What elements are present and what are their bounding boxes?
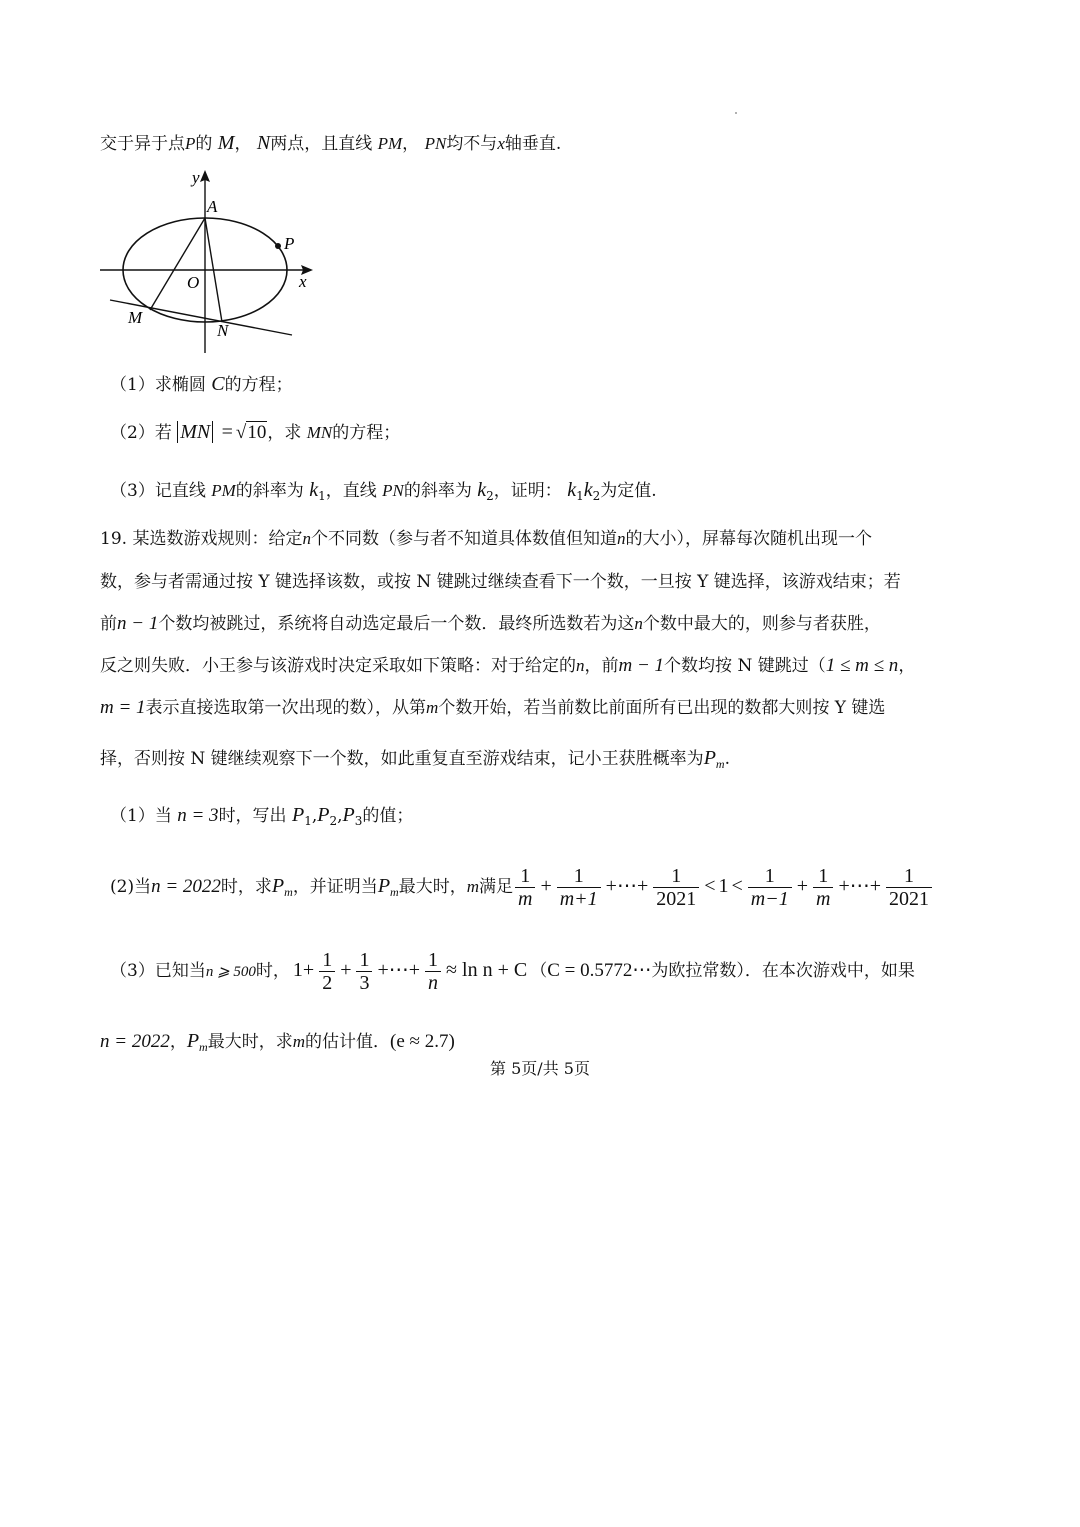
part-label: （1） xyxy=(110,375,155,395)
text: 择，否则按 N 键继续观察下一个数，如此重复直至游戏结束，记小王获胜概率为 xyxy=(100,749,704,769)
text: 为欧拉常数）．在本次游戏中，如果 xyxy=(651,961,915,981)
q19-part3 xyxy=(110,946,915,996)
text: 均不与 xyxy=(446,134,498,154)
var-P: P xyxy=(185,134,196,153)
subscript: 2 xyxy=(486,489,494,503)
var-n: n xyxy=(634,614,643,633)
expr-n-minus-1: n − 1 xyxy=(117,613,159,634)
text: 两点，且直线 xyxy=(270,134,373,154)
subscript-m: m xyxy=(715,757,725,771)
q19-line1 xyxy=(100,526,872,552)
text: 的大小），屏幕每次随机出现一个 xyxy=(625,529,872,549)
var-PM: PM xyxy=(211,481,236,500)
part-label: （2） xyxy=(110,423,155,443)
var-k: k xyxy=(477,479,487,501)
text: 交于异于点 xyxy=(100,134,185,154)
var-n: n xyxy=(302,529,311,548)
var-P: P xyxy=(703,747,716,769)
q18-part2: （2）若 MN = √10，求 MN的方程； xyxy=(110,421,401,443)
var-m: m xyxy=(292,1032,305,1051)
text: 的方程； xyxy=(224,375,293,395)
text: 反之则失败．小王参与该游戏时决定采取如下策略：对于给定的 xyxy=(100,656,576,676)
fraction: $\frac{1}{3}$ xyxy=(356,949,372,994)
expr-inequality: 1 ≤ m ≤ n xyxy=(825,655,899,676)
subscript: 1 xyxy=(576,489,584,503)
label-P: P xyxy=(284,234,295,253)
plus: + xyxy=(540,875,552,897)
q19-line3 xyxy=(100,611,881,637)
label-O: O xyxy=(187,273,200,292)
part-label: （1） xyxy=(110,806,155,826)
label-x: x xyxy=(299,272,307,291)
text: 的估计值． xyxy=(305,1032,390,1052)
expr-n-equals-2022: n = 2022 xyxy=(100,1031,170,1052)
var-k: k xyxy=(309,479,319,501)
var-P: P xyxy=(317,804,330,826)
ellipsis-sum: +⋯+ xyxy=(838,875,882,897)
fraction: $\frac{1}{2021}$ xyxy=(653,865,699,910)
text: 轴垂直. xyxy=(504,134,562,154)
plus: + xyxy=(340,959,352,981)
var-PN: PN xyxy=(382,481,404,500)
fraction: $\frac{1}{m}$ xyxy=(515,865,535,910)
text: 为定值. xyxy=(600,481,657,501)
text: . xyxy=(724,749,730,769)
text: 满足 xyxy=(478,877,513,897)
sqrt-10: 10 xyxy=(247,422,267,443)
less-than: < xyxy=(704,875,716,897)
expr-m-equals-1: m = 1 xyxy=(100,697,146,718)
expr-m-minus-1: m − 1 xyxy=(618,655,665,676)
ellipse-figure xyxy=(95,165,325,360)
var-MN: MN xyxy=(306,423,333,442)
var-m: m xyxy=(426,698,439,717)
text: （ xyxy=(530,961,548,981)
q19-line4 xyxy=(100,653,915,679)
text: 时，求 xyxy=(220,877,272,897)
subscript: 3 xyxy=(354,814,363,828)
text: 最大时，求 xyxy=(207,1032,293,1052)
text: 时，写出 xyxy=(218,806,287,826)
text: 的 xyxy=(195,134,213,154)
text: 个数均按 N 键跳过（ xyxy=(664,656,826,676)
equals: = xyxy=(221,421,233,443)
ellipsis-sum: +⋯+ xyxy=(605,875,649,897)
point-P xyxy=(275,243,281,249)
var-P: P xyxy=(291,804,305,826)
text: ，直线 xyxy=(325,481,377,501)
q19-part3-cont xyxy=(100,1028,455,1055)
var-P: P xyxy=(377,875,391,897)
fraction: $\frac{1}{2}$ xyxy=(319,949,335,994)
fraction: $\frac{1}{m}$ xyxy=(813,865,833,910)
less-than: < xyxy=(731,875,743,897)
text: 的斜率为 xyxy=(235,481,304,501)
var-M: M xyxy=(217,132,235,154)
expr-n-equals-3: n = 3 xyxy=(177,805,219,826)
text: 19. 某选数游戏规则：给定 xyxy=(100,529,303,549)
subscript: 2 xyxy=(329,814,338,828)
q19-line2 xyxy=(100,569,901,595)
text: 表示直接选取第一次出现的数），从第 xyxy=(145,698,427,718)
text: 求椭圆 xyxy=(154,375,206,395)
var-C: C xyxy=(211,373,225,395)
subscript: 2 xyxy=(592,489,601,503)
q19-part1: （1）当 n = 3时，写出 $P_1,P_2,P_3$的值； xyxy=(110,804,414,828)
text: ，求 xyxy=(267,423,302,443)
one-plus: 1+ xyxy=(292,959,315,981)
label-M: M xyxy=(128,308,143,327)
var-m: m xyxy=(466,877,479,896)
text: 记直线 xyxy=(154,481,206,501)
abs-MN: MN xyxy=(177,421,213,443)
text: 若 xyxy=(154,423,172,443)
q18-part3 xyxy=(110,477,657,504)
text: 个数均被跳过，系统将自动选定最后一个数．最终所选数若为这 xyxy=(158,614,635,634)
var-n: n xyxy=(576,656,585,675)
text: 当 xyxy=(134,877,152,897)
euler-constant: C = 0.5772⋯ xyxy=(547,960,652,981)
plus: + xyxy=(796,875,809,897)
text: ， xyxy=(402,134,420,154)
part-label: （3） xyxy=(110,481,155,501)
label-y: y xyxy=(192,168,200,187)
var-n: n xyxy=(616,529,626,548)
expr-n-equals-2022: n = 2022 xyxy=(151,876,221,897)
text: 当 xyxy=(154,806,172,826)
text: ，并证明当 xyxy=(292,877,378,897)
label-A: A xyxy=(207,197,218,216)
q19-line6 xyxy=(100,745,730,772)
text: ， xyxy=(898,656,916,676)
text: ， xyxy=(234,134,252,154)
var-P: P xyxy=(186,1030,200,1052)
text: 的方程； xyxy=(332,423,401,443)
text: 前 xyxy=(100,614,117,634)
part-label: （3） xyxy=(110,961,155,981)
var-x: x xyxy=(497,134,505,153)
fraction: $\frac{1}{n}$ xyxy=(425,949,441,994)
text: 最大时， xyxy=(398,877,467,897)
var-N: N xyxy=(256,132,271,154)
text: ，前 xyxy=(584,656,619,676)
subscript-m: m xyxy=(199,1040,208,1054)
var-PM: PM xyxy=(377,134,403,153)
page-footer: 第 5页/共 5页 xyxy=(490,1059,590,1078)
stray-dot xyxy=(735,112,737,114)
expr-n-ge-500: n ⩾ 500 xyxy=(205,964,256,980)
one: 1 xyxy=(718,875,729,897)
subscript: 1 xyxy=(304,814,312,828)
var-P: P xyxy=(271,875,285,897)
text: 个数开始，若当前数比前面所有已出现的数都大则按 Y 键选 xyxy=(438,698,886,718)
subscript: 1 xyxy=(318,489,326,503)
subscript-m: m xyxy=(390,885,399,899)
var-k: k xyxy=(583,479,593,501)
q18-part1 xyxy=(110,371,293,398)
q19-part2 xyxy=(110,862,934,911)
text: ， xyxy=(169,1032,187,1052)
part-label: (2) xyxy=(110,877,135,897)
text: 个不同数（参与者不知道具体数值但知道 xyxy=(310,529,617,549)
var-P: P xyxy=(342,804,355,826)
text: 的斜率为 xyxy=(403,481,472,501)
line-AM xyxy=(150,218,205,310)
label-N: N xyxy=(217,321,229,340)
text: 的值； xyxy=(362,806,414,826)
approx-ln: ≈ ln n + C xyxy=(446,959,528,981)
text: 个数中最大的，则参与者获胜， xyxy=(642,614,881,634)
text: 已知当 xyxy=(154,961,206,981)
intro-line xyxy=(100,130,561,157)
text: 数，参与者需通过按 Y 键选择该数，或按 N 键跳过继续查看下一个数，一旦按 Y 键选择，该游戏结束；若 xyxy=(100,572,901,592)
ellipsis-sum: +⋯+ xyxy=(377,959,421,981)
subscript-m: m xyxy=(284,885,293,899)
q19-line5 xyxy=(100,695,885,721)
var-PN: PN xyxy=(424,134,447,153)
text: ，证明： xyxy=(493,481,562,501)
fraction: $\frac{1}{2021}$ xyxy=(886,865,932,910)
fraction: $\frac{1}{m+1}$ xyxy=(557,865,601,910)
text: 时， xyxy=(255,961,290,981)
e-approx: (e ≈ 2.7) xyxy=(390,1031,455,1052)
var-k: k xyxy=(567,479,577,501)
fraction: $\frac{1}{m-1}$ xyxy=(748,865,792,910)
